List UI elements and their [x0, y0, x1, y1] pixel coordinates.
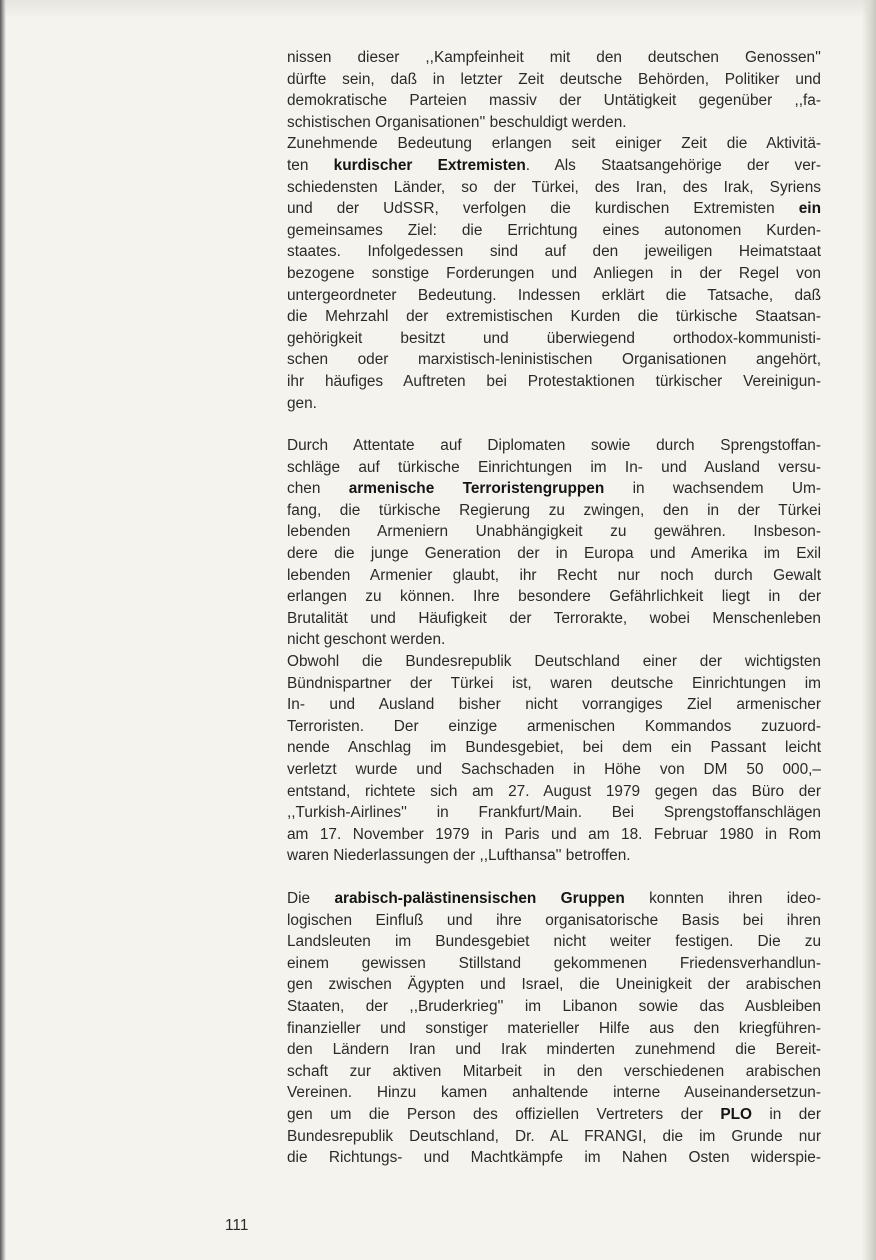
text-line: ihr häufiges Auftreten bei Protestaktionen türkischer Vereinigun-: [287, 372, 821, 390]
text-line: erlangen zu können. Ihre besondere Gefährlichkeit liegt in der: [287, 588, 821, 606]
text-line: staates. Infolgedessen sind auf den jeweiligen Heimatstaat: [287, 243, 821, 261]
text-line: und der UdSSR, verfolgen die kurdischen Extremisten ein: [287, 200, 821, 218]
text-line: Durch Attentate auf Diplomaten sowie durch Sprengstoffan-: [287, 437, 821, 455]
text-line: In- und Ausland bisher nicht vorrangiges Ziel armenischer: [287, 696, 821, 714]
text-line: Terroristen. Der einzige armenischen Kommandos zuzuord-: [287, 717, 821, 735]
text-line: Die arabisch-palästinensischen Gruppen konnten ihren ideo-: [287, 889, 821, 907]
text-line: waren Niederlassungen der ,,Lufthansa'' betroffen.: [287, 847, 631, 865]
emphasized-term: arabisch-palästinensischen Gruppen: [334, 889, 625, 907]
text-line: fang, die türkische Regierung zu zwingen, den in der Türkei: [287, 501, 821, 519]
paragraph-2: [287, 133, 821, 414]
text-line: chen armenische Terroristengruppen in wachsendem Um-: [287, 480, 821, 498]
text-line: schaft zur aktiven Mitarbeit in den verschiedenen arabischen: [287, 1062, 821, 1080]
text-line: Landsleuten im Bundesgebiet nicht weiter festigen. Die zu: [287, 933, 821, 951]
text-line: lebenden Armenier glaubt, ihr Recht nur noch durch Gewalt: [287, 566, 821, 584]
text-line: Bundesrepublik Deutschland, Dr. AL FRANGI, die im Grunde nur: [287, 1127, 821, 1145]
text-line: gemeinsames Ziel: die Errichtung eines autonomen Kurden-: [287, 221, 821, 239]
text-line: finanzieller und sonstiger materieller Hilfe aus den kriegführen-: [287, 1019, 821, 1037]
paragraph-3: [287, 435, 821, 651]
text-line: den Ländern Iran und Irak minderten zunehmend die Bereit-: [287, 1041, 821, 1059]
text-line: die Mehrzahl der extremistischen Kurden die türkische Staatsan-: [287, 308, 821, 326]
text-line: bezogene sonstige Forderungen und Anliegen in der Regel von: [287, 264, 821, 282]
text-line: die Richtungs- und Machtkämpfe im Nahen Osten widerspie-: [287, 1149, 821, 1167]
text-line: Staaten, der ,,Bruderkrieg'' im Libanon sowie das Ausbleiben: [287, 997, 821, 1015]
text-line: logischen Einfluß und ihre organisatorische Basis bei ihren: [287, 911, 821, 929]
text-line: Bündnispartner der Türkei ist, waren deutsche Einrichtungen im: [287, 674, 821, 692]
text-line: nicht geschont werden.: [287, 631, 446, 649]
text-line: gen zwischen Ägypten und Israel, die Uneinigkeit der arabischen: [287, 976, 821, 994]
text-line: demokratische Parteien massiv der Untätigkeit gegenüber ,,fa-: [287, 92, 821, 110]
paragraph-4: [287, 651, 821, 867]
text-line: untergeordneter Bedeutung. Indessen erklärt die Tatsache, daß: [287, 286, 821, 304]
text-line: gen.: [287, 394, 317, 412]
text-line: ten kurdischer Extremisten. Als Staatsangehörige der ver-: [287, 156, 822, 174]
text-line: schistischen Organisationen'' beschuldigt werden.: [287, 113, 627, 131]
text-line: entstand, richtete sich am 27. August 1979 gegen das Büro der: [287, 782, 821, 800]
text-line: dürfte sein, daß in letzter Zeit deutsche Behörden, Politiker und: [287, 70, 821, 88]
scan-edge-right: [862, 0, 876, 1260]
emphasized-term: ein: [798, 200, 821, 218]
text-line: gehörigkeit besitzt und überwiegend orthodox-kommunisti-: [287, 329, 821, 347]
text-line: schen oder marxistisch-leninistischen Organisationen angehört,: [287, 351, 821, 369]
text-line: Zunehmende Bedeutung erlangen seit einiger Zeit die Aktivitä-: [287, 135, 821, 153]
paragraph-gap: [287, 414, 821, 435]
text-line: lebenden Armeniern Unabhängigkeit zu gewähren. Insbeson-: [287, 523, 821, 541]
text-line: einem gewissen Stillstand gekommenen Friedensverhandlun-: [287, 954, 821, 972]
scan-edge-left: [0, 0, 6, 1260]
text-line: dere die junge Generation der in Europa und Amerika im Exil: [287, 545, 821, 563]
text-line: Obwohl die Bundesrepublik Deutschland einer der wichtigsten: [287, 653, 821, 671]
text-line: am 17. November 1979 in Paris und am 18. Februar 1980 in Rom: [287, 825, 821, 843]
text-line: gen um die Person des offiziellen Vertreters der PLO in der: [287, 1105, 821, 1123]
emphasized-term: kurdischer Extremisten: [333, 156, 526, 174]
text-line: ,,Turkish-Airlines'' in Frankfurt/Main. Bei Sprengstoffanschlägen: [287, 804, 821, 822]
paragraph-5: [287, 888, 821, 1169]
text-line: nende Anschlag im Bundesgebiet, bei dem ein Passant leicht: [287, 739, 821, 757]
page-number: 111: [225, 1217, 249, 1234]
scan-edge-top: [0, 0, 876, 18]
text-line: nissen dieser ,,Kampfeinheit mit den deutschen Genossen'': [287, 49, 821, 66]
text-line: schiedensten Länder, so der Türkei, des Iran, des Irak, Syriens: [287, 178, 821, 196]
text-line: Vereinen. Hinzu kamen anhaltende interne Auseinandersetzun-: [287, 1084, 821, 1102]
text-line: Brutalität und Häufigkeit der Terrorakte, wobei Menschenleben: [287, 609, 821, 627]
text-line: verletzt wurde und Sachschaden in Höhe von DM 50 000,–: [287, 761, 821, 778]
paragraph-1: [287, 47, 821, 133]
emphasized-term: PLO: [720, 1105, 752, 1123]
text-line: schläge auf türkische Einrichtungen im In- und Ausland versu-: [287, 458, 821, 476]
page-body: [287, 47, 821, 1169]
emphasized-term: armenische Terroristengruppen: [348, 480, 605, 498]
paragraph-gap: [287, 867, 821, 888]
